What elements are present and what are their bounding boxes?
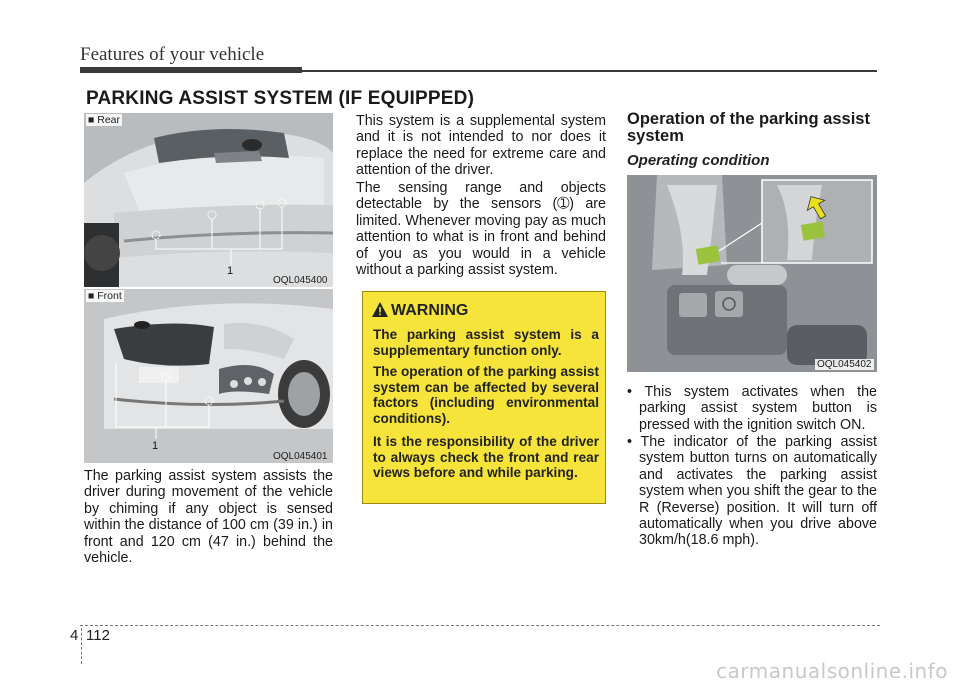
rear-sensor-callout: 1: [227, 265, 234, 277]
warning-item: It is the responsibility of the driver to always check the front and rear views before and while parking.: [373, 434, 599, 481]
chapter-number: 4: [70, 627, 79, 644]
bullet-indicator: [627, 434, 877, 549]
rear-figure-caption: ■ Rear: [88, 114, 121, 126]
rear-figure-code: OQL045400: [273, 275, 328, 286]
header-bar: [80, 67, 302, 73]
bullet-dot: •: [627, 384, 645, 400]
warning-item: The operation of the parking assist system can be affected by several factors (including environmental conditions).: [373, 364, 599, 426]
bullet-dot: •: [627, 434, 641, 450]
center-console-illustration: [627, 175, 877, 372]
bullet-text: This system activates when the parking assist system button is pressed with the ignition switch ON.: [639, 384, 877, 433]
operation-title: Operation of the parking assist system: [627, 110, 870, 145]
footer-divider: [81, 628, 82, 664]
front-car-illustration: [84, 289, 333, 463]
front-bumper-figure: [84, 289, 333, 463]
front-figure-code: OQL045401: [273, 451, 328, 462]
console-button-figure: [627, 175, 877, 372]
intro-paragraph: The parking assist system assists the driver during movement of the vehicle by chiming if any object is sensed within the distance of 100 cm (39 in.) in front and 120 cm (47 in.) behind the vehicle.: [84, 468, 333, 567]
warning-title: WARNING: [391, 302, 469, 319]
warning-box: [362, 291, 606, 504]
front-sensor-callout: 1: [152, 440, 159, 452]
bullet-activation: [627, 384, 877, 433]
sensing-range-paragraph: The sensing range and objects detectable by the sensors (➀) are limited. Whenever moving pay as much attention to what is in front and behind of you as you would in a vehicle without a parking assist system.: [356, 180, 606, 279]
warning-triangle-icon: [372, 302, 388, 317]
page-header-title: Features of your vehicle: [80, 44, 265, 65]
watermark: carmanualsonline.info: [716, 659, 948, 683]
supplemental-paragraph: This system is a supplemental system and it is not intended to nor does it replace the need for extreme care and attention of the driver.: [356, 113, 606, 179]
footer-rule: [80, 625, 880, 626]
front-figure-caption: ■ Front: [88, 290, 122, 302]
operating-condition-subtitle: Operating condition: [627, 152, 770, 169]
rear-car-illustration: [84, 113, 333, 287]
section-title: PARKING ASSIST SYSTEM (IF EQUIPPED): [86, 88, 475, 109]
header-rule: [302, 70, 877, 72]
page-number: 112: [86, 627, 110, 644]
bullet-text: The indicator of the parking assist system button turns on automatically and activates the parking assist system when you shift the gear to the R (Reverse) position. It will turn off automatically when you drive above 30km/h(18.6 mph).: [639, 434, 877, 549]
rear-bumper-figure: [84, 113, 333, 287]
warning-item: The parking assist system is a supplementary function only.: [373, 327, 599, 358]
console-figure-code: OQL045402: [817, 359, 872, 370]
